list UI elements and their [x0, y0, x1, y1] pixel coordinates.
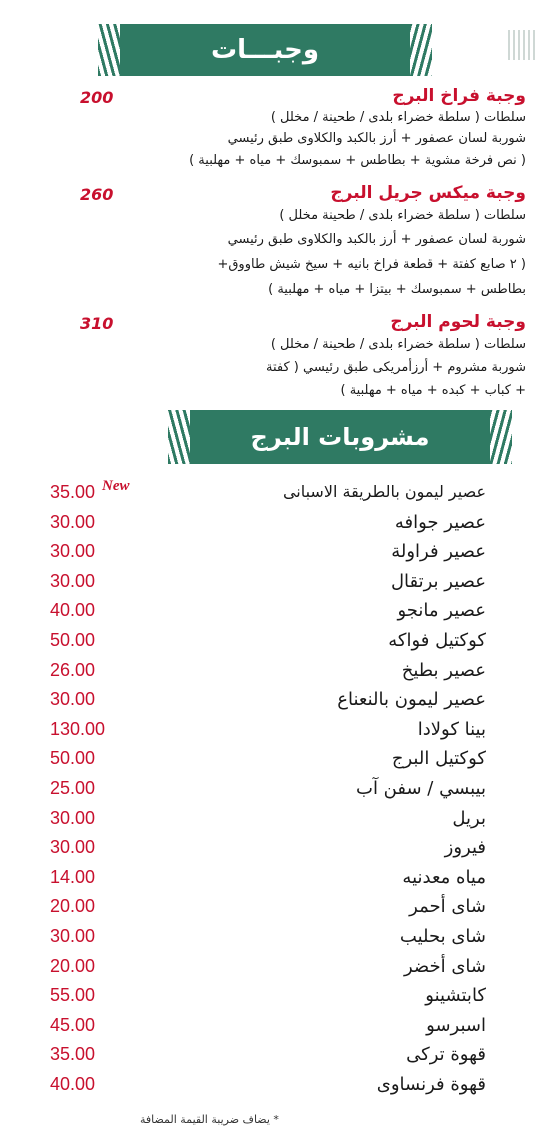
drink-price: 30.00	[50, 541, 96, 562]
drink-price: 30.00	[50, 511, 96, 532]
drink-price: 130.00	[50, 718, 106, 739]
drinks-section-banner	[190, 410, 490, 464]
drink-price: 30.00	[50, 807, 96, 828]
meal-title: وجبة لحوم البرج	[390, 312, 526, 332]
drink-name: شاى بحليب	[399, 926, 486, 947]
drink-row	[50, 630, 486, 658]
meal-price: 310	[80, 314, 114, 333]
drink-name: عصير مانجو	[397, 600, 486, 622]
drink-price: 35.00	[50, 482, 96, 502]
meal-price: 200	[80, 88, 114, 107]
drink-row	[50, 926, 486, 954]
drink-name: قهوة تركى	[406, 1044, 486, 1066]
drink-name: بيبسي / سفن آب	[356, 778, 486, 799]
drink-price: 35.00	[50, 1044, 96, 1065]
drink-row	[50, 660, 486, 688]
meal-description-line: ( نص فرخة مشوية + بطاطس + سمبوسك + مياه + مهلبية )	[189, 153, 526, 168]
meal-title: وجبة فراخ البرج	[392, 86, 526, 106]
drink-price: 30.00	[50, 837, 96, 858]
meal-description-line: سلطات ( سلطة خضراء بلدى / طحينة / مخلل )	[270, 110, 526, 125]
drink-row	[50, 956, 486, 984]
drink-row	[50, 512, 486, 540]
drink-price: 20.00	[50, 896, 96, 917]
meal-description-line: بطاطس + سمبوسك + بيتزا + مياه + مهلبية )	[268, 282, 526, 297]
drink-price: 50.00	[50, 748, 96, 769]
drink-price: 40.00	[50, 600, 96, 621]
drink-row	[50, 541, 486, 569]
drink-name: عصير ليمون بالنعناع	[337, 689, 486, 711]
drink-row	[50, 689, 486, 717]
drink-row	[50, 748, 486, 776]
drinks-section-heading: مشروبات البرج	[250, 423, 430, 451]
drink-name: عصير بطيخ	[401, 659, 486, 681]
meal-description-line: شوربة لسان عصفور + أرز بالكبد والكلاوى طبق رئيسي	[227, 131, 526, 146]
drink-price: 50.00	[50, 630, 96, 650]
drink-row	[50, 808, 486, 836]
drink-name: عصير جوافه	[394, 511, 486, 533]
meal-description-line: سلطات ( سلطة خضراء بلدى / طحينة / مخلل )	[270, 337, 526, 352]
drink-name: فيروز	[444, 837, 486, 859]
drink-price: 25.00	[50, 778, 96, 798]
drink-name: اسبرسو	[426, 1014, 486, 1036]
decorative-brush-mark	[508, 30, 536, 60]
drink-name: كوكتيل البرج	[391, 748, 486, 770]
meal-description-line: سلطات ( سلطة خضراء بلدى / طحينة مخلل )	[279, 208, 526, 223]
drink-name: قهوة فرنساوى	[376, 1074, 486, 1095]
meals-section-banner	[120, 24, 410, 76]
drink-row	[50, 896, 486, 924]
drink-name: كوكتيل فواكه	[388, 630, 486, 651]
drink-row	[50, 1044, 486, 1072]
drink-name: عصير ليمون بالطريقة الاسبانى	[282, 482, 486, 501]
meal-title: وجبة ميكس جريل البرج	[330, 183, 526, 203]
drink-name: عصير فراولة	[391, 541, 486, 563]
drink-row	[50, 1074, 486, 1102]
drink-price: 30.00	[50, 570, 96, 591]
drink-row	[50, 837, 486, 865]
new-badge: New	[102, 478, 130, 494]
drink-row	[50, 1015, 486, 1043]
meal-description-line: ( ٢ صابع كفتة + قطعة فراخ بانيه + سيخ شيش طاووق+	[217, 257, 526, 272]
drink-row	[50, 719, 486, 747]
drink-name: شاى أخضر	[403, 955, 486, 977]
tax-footnote: * يضاف ضريبة القيمة المضافة	[140, 1113, 279, 1126]
drink-price: 26.00	[50, 659, 96, 680]
drink-row	[50, 867, 486, 895]
drink-name: عصير برتقال	[390, 570, 486, 592]
drink-row	[50, 985, 486, 1013]
drink-name: كابتشينو	[425, 985, 486, 1007]
drink-price: 14.00	[50, 866, 96, 887]
drink-price: 20.00	[50, 955, 96, 976]
drink-name: شاى أحمر	[409, 896, 486, 918]
meal-description-line: شوربة لسان عصفور + أرز بالكبد والكلاوى طبق رئيسي	[227, 232, 526, 247]
drink-price: 55.00	[50, 985, 96, 1006]
drink-price: 40.00	[50, 1074, 96, 1094]
meal-description-line: + كباب + كبده + مياه + مهلبية )	[340, 383, 526, 398]
drink-row	[50, 571, 486, 599]
drink-name: بينا كولادا	[417, 718, 486, 740]
drink-price: 45.00	[50, 1014, 96, 1035]
meal-description-line: شوربة مشروم + أرزأمريكى طبق رئيسي ( كفتة	[266, 360, 526, 375]
drink-row	[50, 600, 486, 628]
drink-price: 30.00	[50, 926, 96, 946]
drink-row	[50, 778, 486, 806]
meals-section-heading: وجبـــات	[210, 35, 320, 65]
drink-name: مياه معدنيه	[402, 866, 486, 888]
meal-price: 260	[80, 185, 114, 204]
drink-name: بريل	[452, 807, 486, 829]
drink-price: 30.00	[50, 689, 96, 710]
